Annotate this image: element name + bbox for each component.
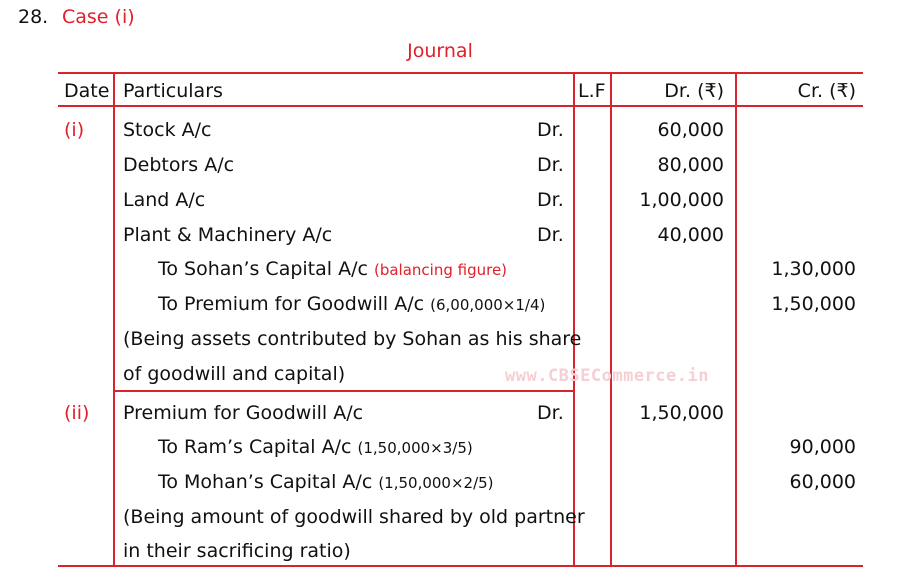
dr-amount: 40,000 — [657, 224, 724, 246]
credit-line — [158, 435, 473, 460]
credit-line — [158, 257, 507, 282]
cr-amount: 90,000 — [789, 436, 856, 458]
narration-line: of goodwill and capital) — [123, 363, 346, 385]
header-bottom-border — [58, 105, 863, 107]
case-label: Case (i) — [62, 6, 135, 28]
header-date: Date — [64, 80, 110, 102]
dr-marker: Dr. — [537, 224, 564, 246]
credit-line — [158, 470, 494, 495]
column-divider-lf — [610, 72, 612, 567]
dr-marker: Dr. — [537, 154, 564, 176]
credit-note: (1,50,000×2/5) — [378, 474, 494, 492]
debit-account: Land A/c — [123, 189, 206, 211]
dr-marker: Dr. — [537, 119, 564, 141]
header-cr: Cr. (₹) — [797, 80, 856, 102]
column-divider-dr — [735, 72, 737, 567]
entry-date: (ii) — [64, 402, 90, 424]
header-dr: Dr. (₹) — [664, 80, 724, 102]
credit-account: To Mohan’s Capital A/c — [158, 471, 373, 493]
dr-amount: 60,000 — [657, 119, 724, 141]
debit-account: Premium for Goodwill A/c — [123, 402, 364, 424]
narration-line: in their sacrificing ratio) — [123, 540, 351, 562]
column-divider-particulars — [573, 72, 575, 567]
narration-line: (Being amount of goodwill shared by old partner — [123, 506, 585, 528]
dr-amount: 1,00,000 — [639, 189, 724, 211]
credit-account: To Premium for Goodwill A/c — [158, 293, 425, 315]
dr-amount: 1,50,000 — [639, 402, 724, 424]
table-top-border — [58, 72, 863, 74]
cr-amount: 1,30,000 — [771, 258, 856, 280]
credit-line — [158, 292, 545, 317]
dr-marker: Dr. — [537, 402, 564, 424]
cr-amount: 60,000 — [789, 471, 856, 493]
table-bottom-border — [58, 565, 863, 567]
narration-line: (Being assets contributed by Sohan as his share — [123, 328, 582, 350]
debit-account: Plant & Machinery A/c — [123, 224, 333, 246]
credit-note: (balancing figure) — [373, 261, 508, 279]
header-particulars: Particulars — [123, 80, 223, 102]
watermark: www.CBSECommerce.in — [505, 366, 709, 386]
entry-date: (i) — [64, 119, 85, 141]
journal-title: Journal — [407, 40, 473, 62]
header-lf: L.F — [578, 80, 606, 102]
credit-note: (1,50,000×3/5) — [357, 439, 473, 457]
question-number: 28. — [18, 6, 49, 28]
entry-separator — [113, 390, 574, 392]
column-divider-date — [113, 72, 115, 567]
cr-amount: 1,50,000 — [771, 293, 856, 315]
credit-account: To Ram’s Capital A/c — [158, 436, 352, 458]
credit-account: To Sohan’s Capital A/c — [158, 258, 368, 280]
debit-account: Debtors A/c — [123, 154, 235, 176]
credit-note: (6,00,000×1/4) — [430, 296, 546, 314]
dr-marker: Dr. — [537, 189, 564, 211]
debit-account: Stock A/c — [123, 119, 212, 141]
dr-amount: 80,000 — [657, 154, 724, 176]
